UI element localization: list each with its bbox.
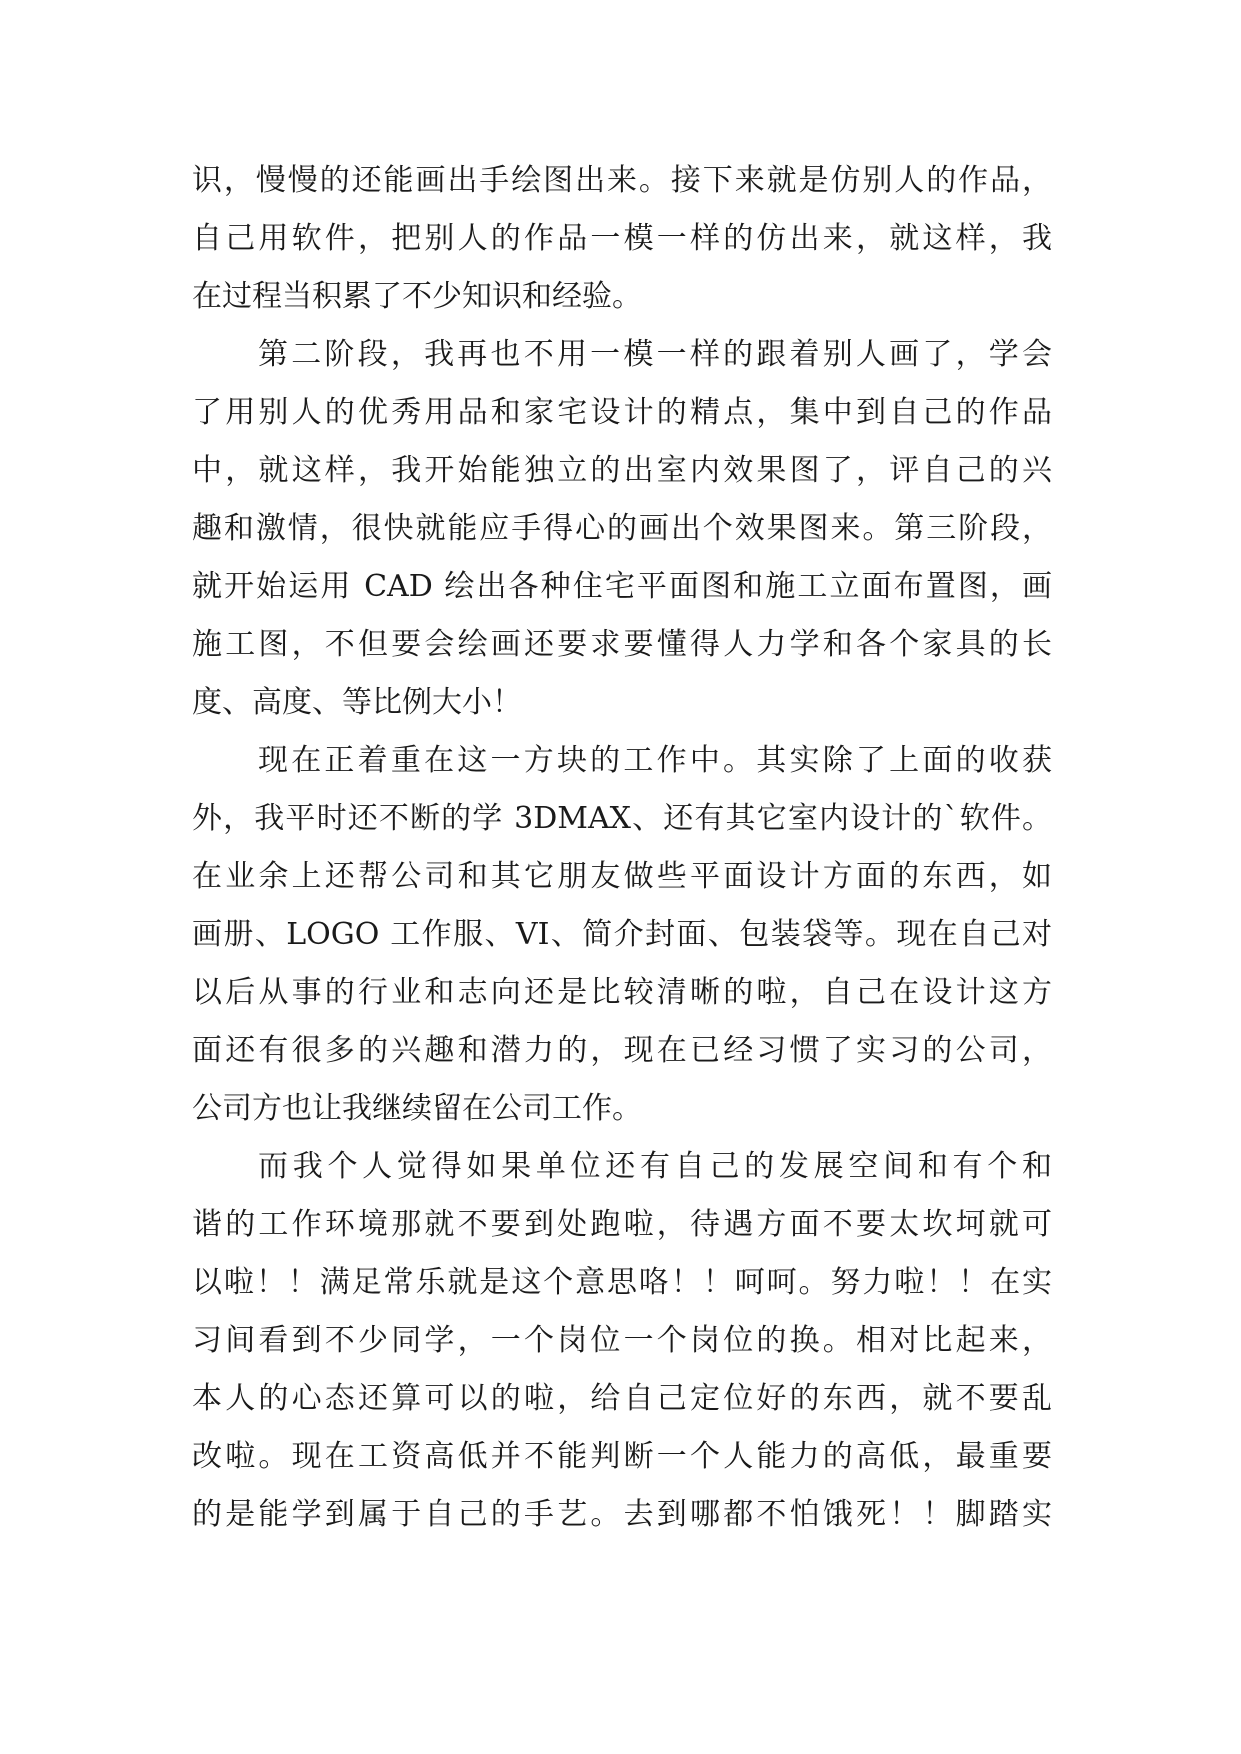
paragraph-2-line-7: 度、高度、等比例大小！ xyxy=(192,685,522,720)
paragraph-4-line-3: 以啦！！满足常乐就是这个意思咯！！呵呵。努力啦！！在实 xyxy=(192,1265,1052,1300)
paragraph-3-line-6: 面还有很多的兴趣和潜力的，现在已经习惯了实习的公司， xyxy=(192,1033,1052,1068)
paragraph-2-line-2: 了用别人的优秀用品和家宅设计的精点，集中到自己的作品 xyxy=(192,395,1052,430)
paragraph-4-line-2: 谐的工作环境那就不要到处跑啦，待遇方面不要太坎坷就可 xyxy=(192,1207,1052,1242)
paragraph-3-line-5: 以后从事的行业和志向还是比较清晰的啦，自己在设计这方 xyxy=(192,975,1052,1010)
paragraph-4-line-4: 习间看到不少同学，一个岗位一个岗位的换。相对比起来， xyxy=(192,1323,1052,1358)
paragraph-1-line-2: 自己用软件，把别人的作品一模一样的仿出来，就这样，我 xyxy=(192,221,1052,256)
paragraph-1-line-1: 识，慢慢的还能画出手绘图出来。接下来就是仿别人的作品， xyxy=(192,163,1052,198)
body-text xyxy=(192,152,1052,1544)
paragraph-3-line-3: 在业余上还帮公司和其它朋友做些平面设计方面的东西，如 xyxy=(192,859,1052,894)
paragraph-3-line-4: 画册、LOGO 工作服、VI、简介封面、包装袋等。现在自己对 xyxy=(192,917,1052,952)
paragraph-3-line-1: 现在正着重在这一方块的工作中。其实除了上面的收获 xyxy=(258,743,1052,778)
paragraph-2-line-1: 第二阶段，我再也不用一模一样的跟着别人画了，学会 xyxy=(258,337,1052,372)
paragraph-2-line-3: 中，就这样，我开始能独立的出室内效果图了，评自己的兴 xyxy=(192,453,1052,488)
paragraph-2-line-4: 趣和激情，很快就能应手得心的画出个效果图来。第三阶段， xyxy=(192,511,1052,546)
paragraph-4-line-1: 而我个人觉得如果单位还有自己的发展空间和有个和 xyxy=(258,1149,1052,1184)
paragraph-4-line-5: 本人的心态还算可以的啦，给自己定位好的东西，就不要乱 xyxy=(192,1381,1052,1416)
paragraph-2-line-6: 施工图，不但要会绘画还要求要懂得人力学和各个家具的长 xyxy=(192,627,1052,662)
paragraph-4-line-6: 改啦。现在工资高低并不能判断一个人能力的高低，最重要 xyxy=(192,1439,1052,1474)
paragraph-2-line-5: 就开始运用 CAD 绘出各种住宅平面图和施工立面布置图，画 xyxy=(192,569,1052,604)
paragraph-1-line-3: 在过程当积累了不少知识和经验。 xyxy=(192,279,642,314)
paragraph-4-line-7: 的是能学到属于自己的手艺。去到哪都不怕饿死！！脚踏实 xyxy=(192,1497,1052,1532)
paragraph-3-line-2: 外，我平时还不断的学 3DMAX、还有其它室内设计的`软件。 xyxy=(192,801,1052,836)
paragraph-3-line-7: 公司方也让我继续留在公司工作。 xyxy=(192,1091,642,1126)
